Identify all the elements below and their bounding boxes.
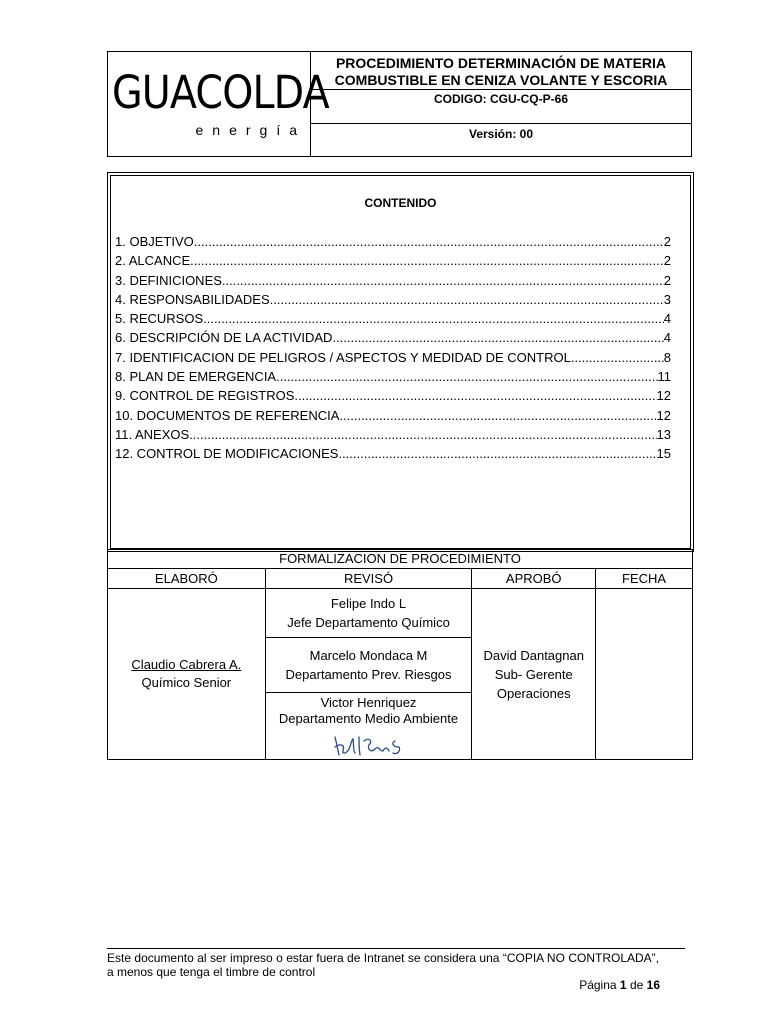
reviso-2-name: Marcelo Mondaca M (309, 648, 428, 663)
page-separator: de (629, 978, 644, 992)
document-title (311, 52, 691, 90)
toc-item-label: 5. RECURSOS (115, 311, 204, 327)
toc-leader-dots (332, 328, 663, 347)
toc-item-page: 2 (663, 234, 671, 249)
toc-item-label: 7. IDENTIFICACION DE PELIGROS / ASPECTOS Y MEDIDAD DE CONTROL (115, 349, 571, 365)
column-header-fecha: FECHA (596, 569, 693, 589)
elaboro-cell (108, 589, 266, 760)
toc-leader-dots (338, 444, 656, 463)
page-prefix: Página (579, 978, 617, 992)
toc-item-label: 11. ANEXOS (115, 426, 190, 442)
toc-item-label: 3. DEFINICIONES (115, 272, 222, 288)
document-version: Versión: 00 (468, 127, 534, 141)
toc-frame (110, 175, 691, 549)
toc-item-page: 12 (656, 407, 671, 423)
page-number (579, 978, 660, 992)
document-title-line2: COMBUSTIBLE EN CENIZA VOLANTE Y ESCORIA (334, 72, 668, 88)
toc-item (115, 328, 671, 347)
table-of-contents (107, 172, 694, 552)
fecha-cell (596, 589, 693, 760)
page-current: 1 (619, 978, 627, 992)
toc-item-page: 11 (657, 369, 671, 385)
toc-leader-dots (190, 251, 664, 270)
toc-item-page: 4 (663, 311, 671, 327)
elaboro-name: Claudio Cabrera A. (131, 657, 242, 672)
reviso-cell-3 (265, 693, 472, 760)
toc-item-page: 3 (663, 291, 671, 307)
column-header-reviso: REVISÓ (265, 569, 472, 589)
reviso-3-role: Departamento Medio Ambiente (278, 711, 459, 726)
toc-item (115, 290, 671, 309)
reviso-3-name: Victor Henriquez (320, 695, 417, 710)
formalization-table (107, 549, 693, 760)
column-header-aprobo: APROBÓ (472, 569, 596, 589)
toc-item (115, 367, 671, 386)
toc-item (115, 251, 671, 270)
toc-item-page: 15 (656, 446, 671, 462)
toc-title: CONTENIDO (364, 196, 437, 210)
toc-item (115, 406, 671, 425)
document-title-line1: PROCEDIMIENTO DETERMINACIÓN DE MATERIA (335, 55, 667, 71)
toc-item (115, 386, 671, 405)
toc-item (115, 425, 671, 444)
toc-leader-dots (294, 386, 656, 405)
document-header (107, 51, 692, 157)
toc-item-label: 1. OBJETIVO (115, 234, 194, 249)
toc-leader-dots (276, 367, 657, 386)
toc-item-label: 2. ALCANCE (115, 253, 191, 269)
toc-list (115, 232, 671, 464)
reviso-1-name: Felipe Indo L (330, 596, 407, 611)
company-logo-subtitle: energía (195, 122, 306, 138)
footer-rule (107, 948, 685, 949)
reviso-1-role: Jefe Departamento Químico (287, 615, 450, 630)
reviso-cell-2 (265, 638, 472, 693)
toc-item-label: 4. RESPONSABILIDADES (115, 291, 270, 307)
toc-leader-dots (203, 309, 664, 328)
toc-item-label: 8. PLAN DE EMERGENCIA (115, 369, 277, 385)
aprobo-cell (472, 589, 596, 760)
toc-leader-dots (194, 232, 664, 251)
aprobo-line3: Operaciones (496, 685, 571, 701)
toc-item (115, 348, 671, 367)
toc-leader-dots (270, 290, 664, 309)
aprobo-line2: Sub- Gerente (494, 666, 573, 682)
toc-item-page: 12 (656, 388, 671, 404)
toc-item-page: 13 (656, 426, 671, 442)
toc-item-label: 9. CONTROL DE REGISTROS (115, 388, 295, 404)
reviso-cell-1 (265, 589, 472, 638)
toc-item-label: 10. DOCUMENTOS DE REFERENCIA (115, 407, 340, 423)
toc-item (115, 271, 671, 290)
copy-notice: Este documento al ser impreso o estar fuera de Intranet se considera una “COPIA NO CONTROLADA”, a menos que tenga el timbre de control (107, 951, 659, 979)
toc-item-page: 8 (663, 349, 671, 365)
toc-item-label: 12. CONTROL DE MODIFICACIONES (115, 446, 339, 462)
toc-item-page: 4 (663, 330, 671, 346)
column-header-elaboro: ELABORÓ (108, 569, 266, 589)
toc-leader-dots (571, 348, 664, 367)
formalization-caption: FORMALIZACION DE PROCEDIMIENTO (108, 550, 693, 569)
toc-item (115, 232, 671, 251)
toc-item-page: 2 (663, 272, 671, 288)
toc-leader-dots (222, 271, 664, 290)
company-logo: GUACOLDA (112, 66, 329, 119)
toc-item (115, 444, 671, 463)
document-code: CODIGO: CGU-CQ-P-66 (311, 90, 691, 124)
toc-leader-dots (189, 425, 656, 444)
page-total: 16 (646, 978, 660, 992)
toc-item (115, 309, 671, 328)
elaboro-role: Químico Senior (141, 675, 232, 690)
handwritten-signature (329, 731, 409, 759)
aprobo-line1: David Dantagnan (483, 647, 584, 663)
logo-cell (108, 52, 329, 156)
toc-item-label: 6. DESCRIPCIÓN DE LA ACTIVIDAD (115, 330, 333, 346)
toc-item-page: 2 (663, 253, 671, 269)
toc-leader-dots (339, 406, 656, 425)
reviso-2-role: Departamento Prev. Riesgos (285, 667, 452, 682)
